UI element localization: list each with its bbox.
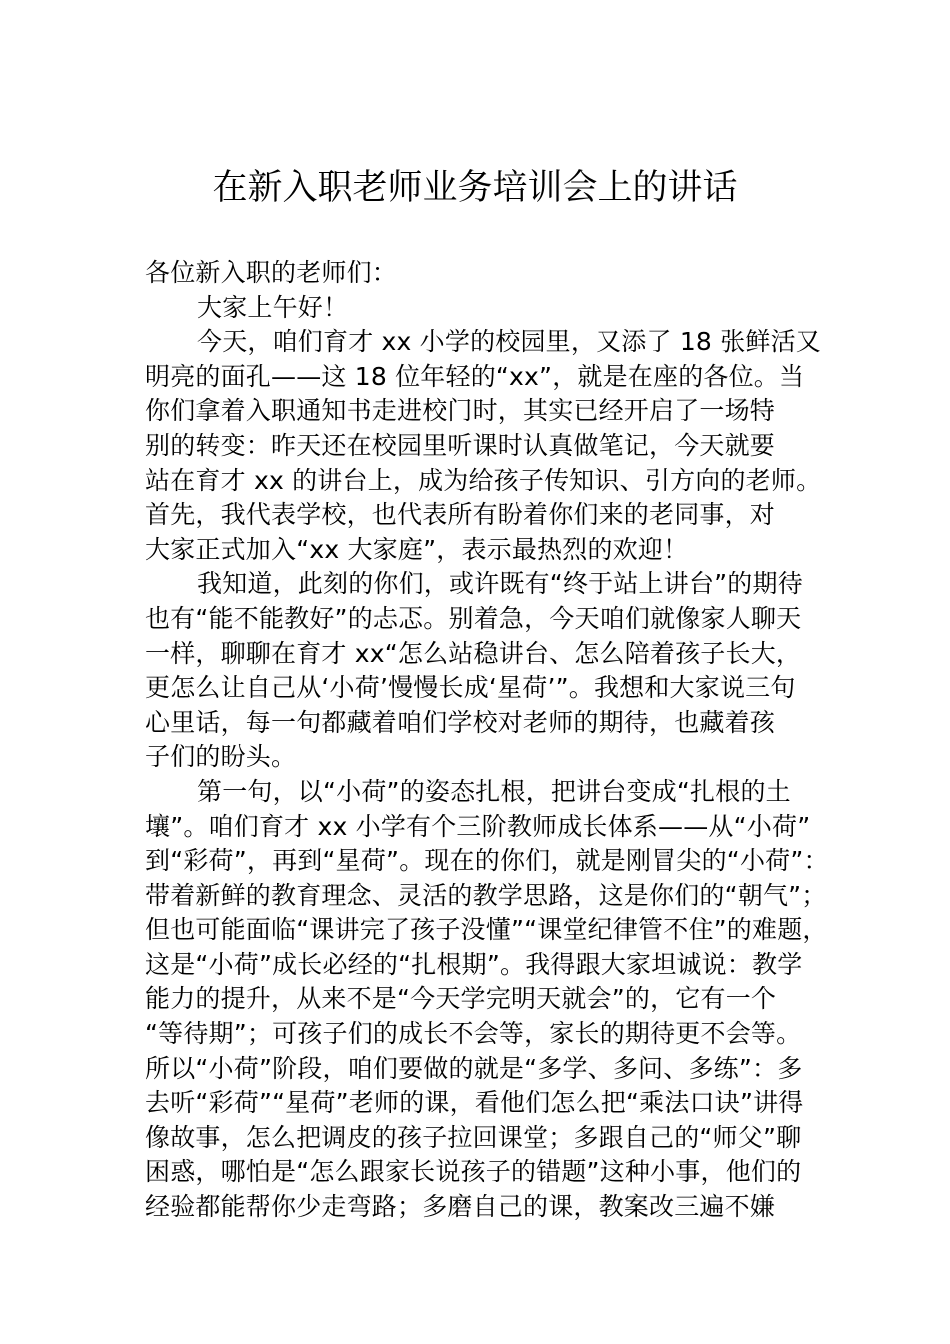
text-line: 也有“能不能教好”的忐忑。别着急，今天咱们就像家人聊天 [145, 603, 802, 633]
text-line: 带着新鲜的教育理念、灵活的教学思路，这是你们的“朝气”； [145, 880, 827, 910]
text-line: 困惑，哪怕是“怎么跟家长说孩子的错题”这种小事，他们的 [145, 1157, 802, 1187]
text-line: 子们的盼头。 [145, 742, 297, 772]
text-line: 更怎么让自己从‘小荷’慢慢长成‘星荷’”。我想和大家说三句 [145, 673, 796, 703]
text-line: “等待期”；可孩子们的成长不会等，家长的期待更不会等。 [145, 1019, 802, 1049]
text-line: 站在育才 xx 的讲台上，成为给孩子传知识、引方向的老师。 [145, 465, 822, 495]
text-line: 首先，我代表学校，也代表所有盼着你们来的老同事，对 [145, 500, 776, 530]
text-line: 我知道，此刻的你们，或许既有“终于站上讲台”的期待 [197, 569, 803, 599]
text-line: 这是“小荷”成长必经的“扎根期”。我得跟大家坦诚说：教学 [145, 949, 803, 979]
text-line: 今天，咱们育才 xx 小学的校园里，又添了 18 张鲜活又 [197, 327, 821, 357]
salutation: 各位新入职的老师们： [145, 258, 398, 287]
paragraph-lines [145, 291, 845, 1225]
text-line: 能力的提升，从来不是“今天学完明天就会”的，它有一个 [145, 984, 777, 1014]
text-line: 一样，聊聊在育才 xx“怎么站稳讲台、怎么陪着孩子长大， [145, 638, 802, 668]
text-line: 别的转变：昨天还在校园里听课时认真做笔记，今天就要 [145, 430, 776, 460]
text-line: 到“彩荷”，再到“星荷”。现在的你们，就是刚冒尖的“小荷”： [145, 846, 829, 876]
text-line: 第一句，以“小荷”的姿态扎根，把讲台变成“扎根的土 [197, 776, 791, 806]
text-line: 明亮的面孔——这 18 位年轻的“xx”，就是在座的各位。当 [145, 361, 805, 391]
text-line: 你们拿着入职通知书走进校门时，其实已经开启了一场特 [145, 396, 776, 426]
text-line: 大家正式加入“xx 大家庭”，表示最热烈的欢迎！ [145, 534, 689, 564]
text-line: 心里话，每一句都藏着咱们学校对老师的期待，也藏着孩 [145, 707, 776, 737]
text-line: 壤”。咱们育才 xx 小学有个三阶教师成长体系——从“小荷” [145, 811, 811, 841]
text-line: 经验都能帮你少走弯路；多磨自己的课，教案改三遍不嫌 [145, 1192, 776, 1222]
text-line: 像故事，怎么把调皮的孩子拉回课堂；多跟自己的“师父”聊 [145, 1122, 802, 1152]
text-line: 去听“彩荷”“星荷”老师的课，看他们怎么把“乘法口诀”讲得 [145, 1088, 804, 1118]
text-line: 所以“小荷”阶段，咱们要做的就是“多学、多问、多练”：多 [145, 1053, 803, 1083]
document-title: 在新入职老师业务培训会上的讲话 [212, 168, 738, 208]
text-line: 但也可能面临“课讲完了孩子没懂”“课堂纪律管不住”的难题， [145, 915, 828, 945]
document-body [145, 256, 845, 1225]
text-line: 大家上午好！ [197, 292, 349, 322]
